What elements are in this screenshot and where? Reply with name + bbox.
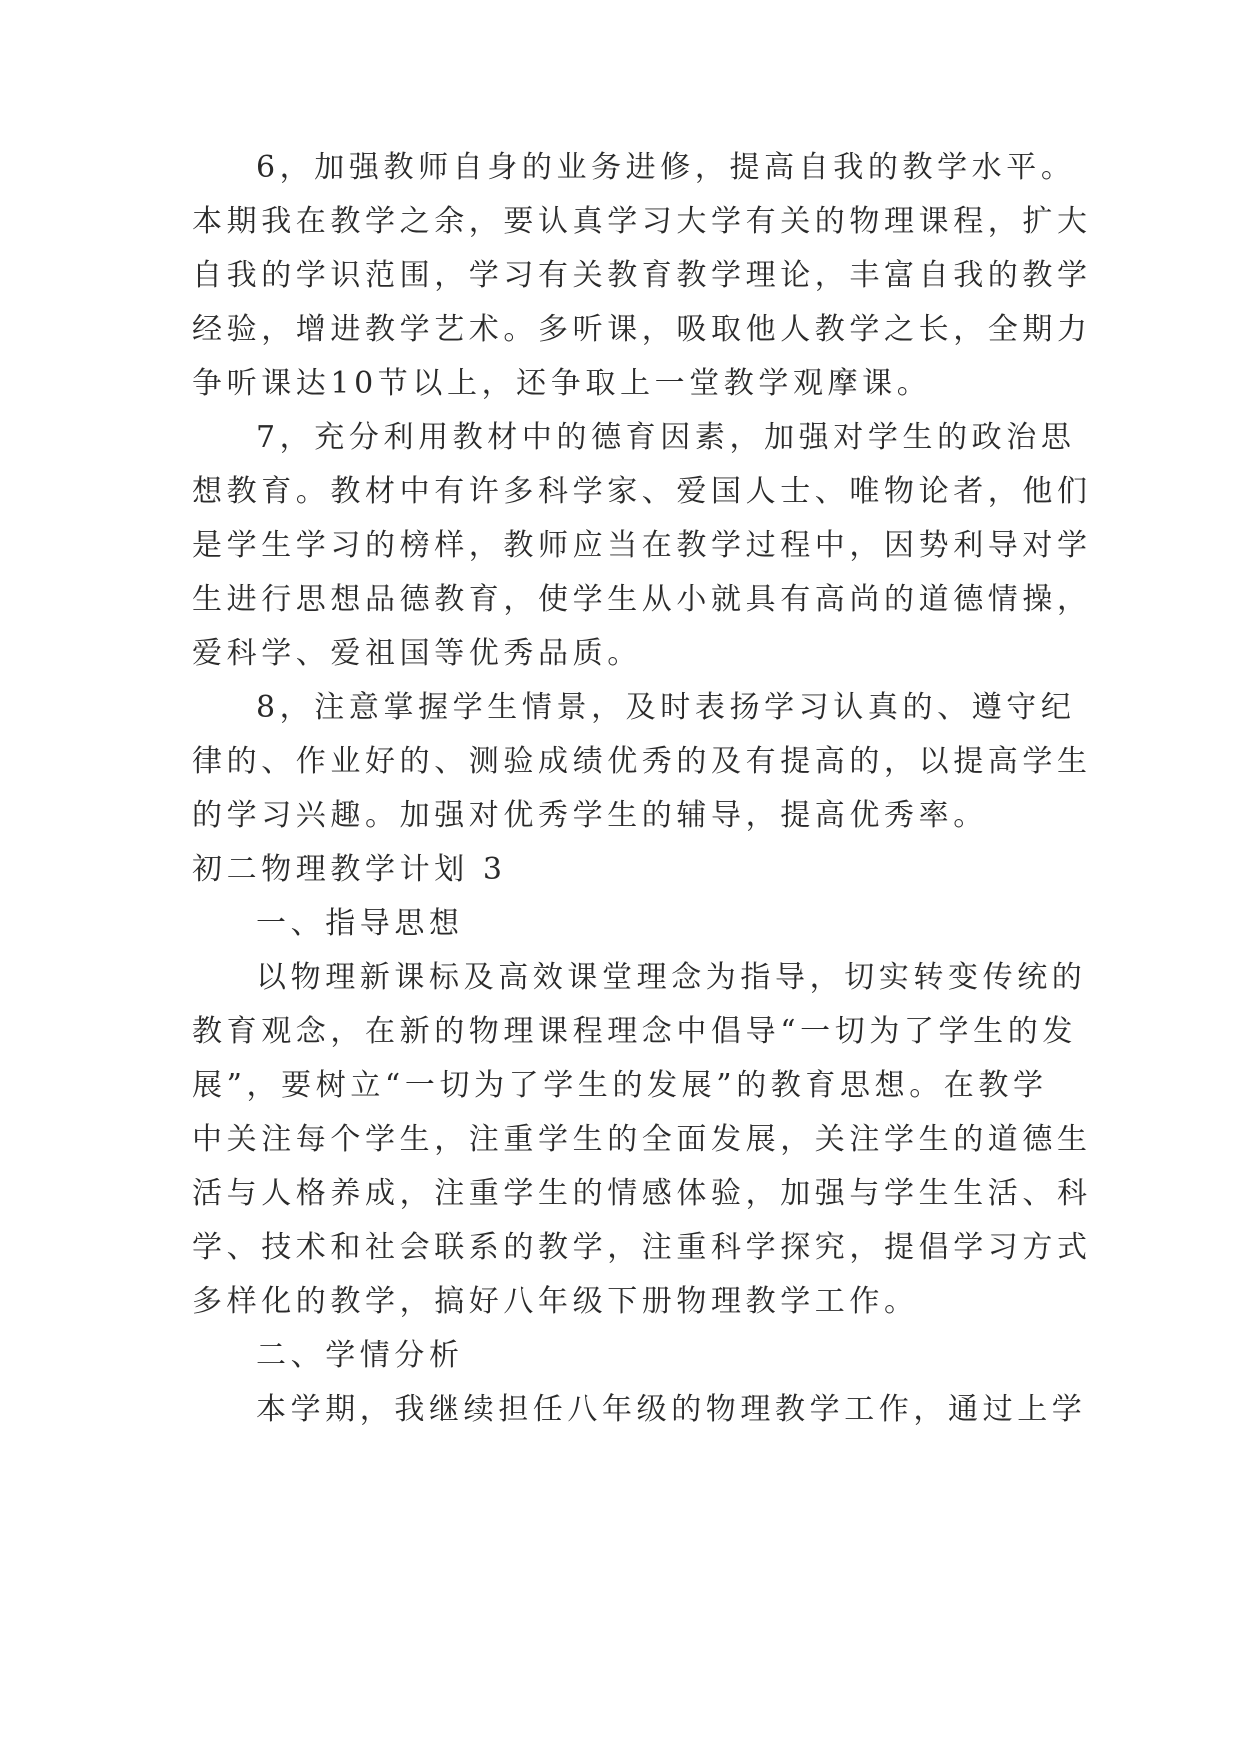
paragraph-line: 展”，要树立“一切为了学生的发展”的教育思想。在教学	[192, 1068, 1048, 1103]
paragraph-line: 6，加强教师自身的业务进修，提高自我的教学水平。	[256, 150, 1076, 185]
paragraph-line: 想教育。教材中有许多科学家、爱国人士、唯物论者，他们	[192, 474, 1092, 509]
paragraph-line: 经验，增进教学艺术。多听课，吸取他人教学之长，全期力	[192, 312, 1092, 347]
paragraph-line: 8，注意掌握学生情景，及时表扬学习认真的、遵守纪	[256, 690, 1076, 725]
paragraph-line: 争听课达10节以上，还争取上一堂教学观摩课。	[192, 366, 932, 401]
paragraph-line: 是学生学习的榜样，教师应当在教学过程中，因势利导对学	[192, 528, 1092, 563]
paragraph-line: 本期我在教学之余，要认真学习大学有关的物理课程，扩大	[192, 204, 1092, 239]
paragraph-line: 的学习兴趣。加强对优秀学生的辅导，提高优秀率。	[192, 798, 988, 833]
paragraph-line: 学、技术和社会联系的教学，注重科学探究，提倡学习方式	[192, 1230, 1092, 1265]
paragraph-line: 中关注每个学生，注重学生的全面发展，关注学生的道德生	[192, 1122, 1092, 1157]
paragraph-line: 多样化的教学，搞好八年级下册物理教学工作。	[192, 1284, 919, 1319]
paragraph-line: 律的、作业好的、测验成绩优秀的及有提高的，以提高学生	[192, 744, 1092, 779]
paragraph-line: 自我的学识范围，学习有关教育教学理论，丰富自我的教学	[192, 258, 1092, 293]
paragraph-line: 7，充分利用教材中的德育因素，加强对学生的政治思	[256, 420, 1076, 455]
paragraph-line: 本学期，我继续担任八年级的物理教学工作，通过上学	[256, 1392, 1087, 1427]
heading-student-analysis: 二、学情分析	[256, 1338, 464, 1373]
heading-guiding-ideology: 一、指导思想	[256, 906, 464, 941]
section-title: 初二物理教学计划 3	[192, 852, 507, 887]
paragraph-line: 爱科学、爱祖国等优秀品质。	[192, 636, 642, 671]
paragraph-line: 生进行思想品德教育，使学生从小就具有高尚的道德情操，	[192, 582, 1092, 617]
paragraph-line: 以物理新课标及高效课堂理念为指导，切实转变传统的	[256, 960, 1087, 995]
paragraph-line: 教育观念，在新的物理课程理念中倡导“一切为了学生的发	[192, 1014, 1077, 1049]
paragraph-line: 活与人格养成，注重学生的情感体验，加强与学生生活、科	[192, 1176, 1092, 1211]
